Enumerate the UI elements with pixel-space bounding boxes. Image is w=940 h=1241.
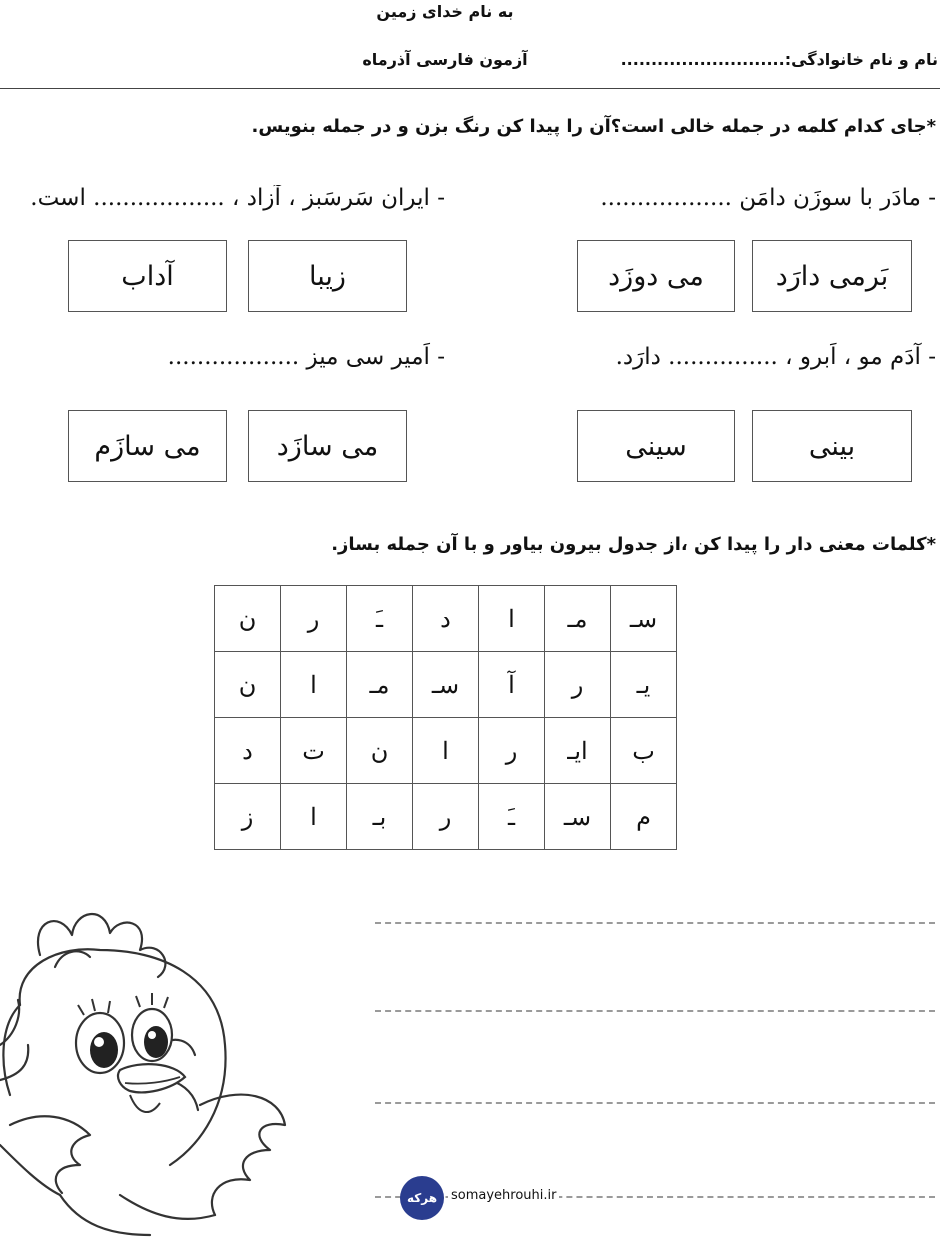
grid-cell[interactable]: م [611, 784, 677, 850]
q1-option-ziba[interactable]: زیبا [248, 240, 407, 312]
grid-cell[interactable]: ن [215, 652, 281, 718]
site-logo-text: هرکه [406, 1191, 438, 1205]
page-basmala: به نام خدای زمین [376, 2, 514, 21]
grid-cell[interactable]: ر [413, 784, 479, 850]
writing-line[interactable] [375, 1010, 935, 1012]
grid-cell[interactable]: ر [545, 652, 611, 718]
q2-instruction: *کلمات معنی دار را پیدا کن ،از جدول بیرون بیاور و با آن جمله بساز. [331, 534, 936, 555]
grid-cell[interactable]: ـَ [479, 784, 545, 850]
grid-row [215, 718, 677, 784]
grid-cell[interactable]: ا [281, 652, 347, 718]
grid-row [215, 784, 677, 850]
q1-sentence-2: - ایران سَرسَبز ، آزاد ، .................. است. [30, 185, 445, 211]
grid-cell[interactable]: ت [281, 718, 347, 784]
grid-cell[interactable]: ز [215, 784, 281, 850]
site-url[interactable]: somayehrouhi.ir [448, 1188, 559, 1203]
grid-cell[interactable]: ر [479, 718, 545, 784]
grid-cell[interactable]: ا [479, 586, 545, 652]
q1-sentence-1: - مادَر با سوزَن دامَن .................. [600, 185, 936, 211]
grid-cell[interactable]: یـ [611, 652, 677, 718]
grid-cell[interactable]: ب [611, 718, 677, 784]
grid-cell[interactable]: د [215, 718, 281, 784]
grid-cell[interactable]: سـ [611, 586, 677, 652]
grid-cell[interactable]: مـ [347, 652, 413, 718]
header-divider [0, 88, 940, 89]
grid-cell[interactable]: ن [347, 718, 413, 784]
q1-option-bini[interactable]: بینی [752, 410, 912, 482]
grid-cell[interactable]: ایـ [545, 718, 611, 784]
grid-cell[interactable]: ن [215, 586, 281, 652]
grid-cell[interactable]: ا [413, 718, 479, 784]
q1-option-adab[interactable]: آداب [68, 240, 227, 312]
grid-cell[interactable]: ا [281, 784, 347, 850]
writing-line[interactable] [375, 1102, 935, 1104]
q1-instruction: *جای کدام کلمه در جمله خالی است؟آن را پیدا کن رنگ بزن و در جمله بنویس. [251, 116, 936, 137]
student-name-field: نام و نام خانوادگی:........................... [620, 50, 938, 69]
grid-cell[interactable]: سـ [413, 652, 479, 718]
grid-cell[interactable]: مـ [545, 586, 611, 652]
q1-option-midoozad[interactable]: می دوزَد [577, 240, 735, 312]
q1-option-sini[interactable]: سینی [577, 410, 735, 482]
grid-cell[interactable]: ر [281, 586, 347, 652]
q1-sentence-4: - اَمیر سی میز .................. [167, 344, 445, 370]
q1-option-misazam[interactable]: می سازَم [68, 410, 227, 482]
q1-option-misazad[interactable]: می سازَد [248, 410, 407, 482]
letter-grid [214, 585, 677, 850]
grid-row [215, 586, 677, 652]
grid-cell[interactable]: ـَ [347, 586, 413, 652]
grid-cell[interactable]: د [413, 586, 479, 652]
q1-option-bar-midarad[interactable]: بَرمی دارَد [752, 240, 912, 312]
q1-sentence-3: - آدَم مو ، اَبرو ، ............... دارَد. [615, 344, 936, 370]
site-logo-icon [400, 1176, 444, 1220]
writing-line[interactable] [375, 922, 935, 924]
exam-title: آزمون فارسی آذرماه [362, 50, 528, 69]
grid-cell[interactable]: آ [479, 652, 545, 718]
chick-illustration [0, 895, 300, 1241]
grid-cell[interactable]: بـ [347, 784, 413, 850]
grid-cell[interactable]: سـ [545, 784, 611, 850]
grid-row [215, 652, 677, 718]
